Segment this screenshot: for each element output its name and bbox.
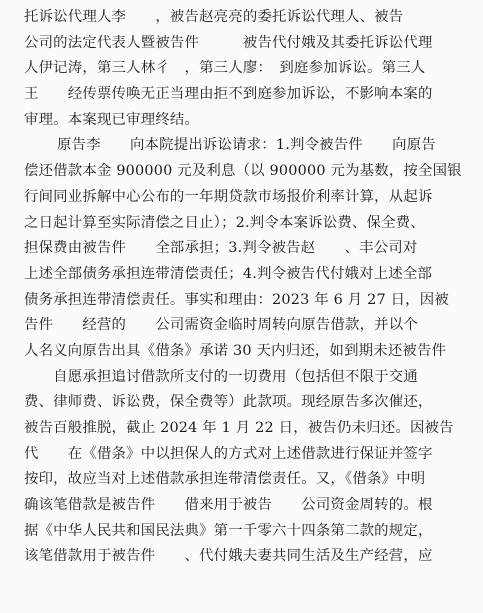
text-line: 代 在《借条》中以担保人的方式对上述借款进行保证并签字 xyxy=(24,445,433,462)
text-line: 审理。本案现已审理终结。 xyxy=(24,111,200,128)
text-line: 担保费由被告件 全部承担；3.判令被告赵 、丰公司对 xyxy=(24,240,418,257)
text-line: 确该笔借款是被告件 借来用于被告 公司资金周转的。根 xyxy=(24,497,433,514)
text-line: 该笔借款用于被告件 、代付娥夫妻共同生活及生产经营，应 xyxy=(24,548,433,565)
paragraph-start-line: 原告李 向本院提出诉讼请求：1.判令被告件 向原告 xyxy=(57,137,436,154)
text-line: 债务承担连带清偿责任。事实和理由：2023 年 6 月 27 日，因被 xyxy=(24,291,449,308)
text-line: 自愿承担追讨借款所支付的一切费用（包括但不限于交通 xyxy=(24,368,418,385)
text-line: 王 经传票传唤无正当理由拒不到庭参加诉讼，不影响本案的 xyxy=(24,86,433,103)
text-line: 公司的法定代表人暨被告件 被告代付娥及其委托诉讼代理 xyxy=(24,34,433,51)
text-line: 按印，故应当对上述借款承担连带清偿责任。又，《借条》中明 xyxy=(24,471,426,488)
text-line: 费、律师费、诉讼费，保全费等）此款项。现经原告多次催还， xyxy=(24,394,433,411)
text-line: 据《中华人民共和国民法典》第一千零六十四条第二款的规定， xyxy=(24,522,433,539)
text-line: 行间同业拆解中心公布的一年期贷款市场报价利率计算，从起诉 xyxy=(24,188,433,205)
text-line: 托诉讼代理人李 ，被告赵亮亮的委托诉讼代理人、被告 xyxy=(24,9,404,25)
text-line: 偿还借款本金 900000 元及利息（以 900000 元为基数，按全国银 xyxy=(24,163,462,180)
text-line: 之日起计算至实际清偿之日止）；2.判令本案诉讼费、保全费、 xyxy=(24,214,425,231)
text-line: 人伊记涛，第三人林彳 ，第三人廖： 到庭参加诉讼。第三人 xyxy=(24,60,426,77)
text-line: 告件 经营的 公司需资金临时周转向原告借款，并以个 xyxy=(24,317,418,334)
text-line: 人名义向原告出具《借条》承诺 30 天内归还，如到期未还被告件 xyxy=(24,342,447,359)
text-line: 被告百般推脱，截止 2024 年 1 月 22 日，被告仍未归还。因被告 xyxy=(24,420,454,436)
text-line: 上述全部债务承担连带清偿责任；4.判令被告代付娥对上述全部 xyxy=(24,265,433,282)
